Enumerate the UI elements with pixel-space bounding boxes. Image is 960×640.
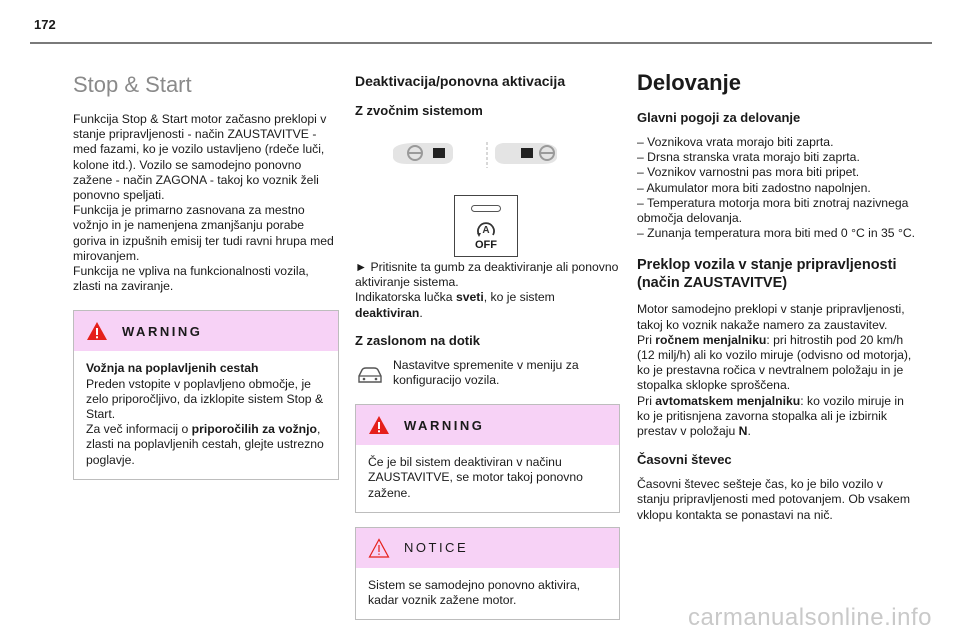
warning-heading: Vožnja na poplavljenih cestah bbox=[86, 361, 259, 376]
intro-paragraph-3: Funkcija ne vpliva na funkcionalnosti vozila, zlasti na zaviranje. bbox=[73, 264, 309, 294]
svg-text:A: A bbox=[482, 225, 490, 236]
column-deactivation bbox=[355, 62, 620, 620]
stop-start-off-button bbox=[454, 195, 518, 257]
warning-text-2: Za več informacij o priporočilih za vožnjo, zlasti na poplavljenih cestah, glejte ustrezno poglavje. bbox=[86, 422, 324, 467]
subheading-time-counter: Časovni števec bbox=[637, 452, 732, 468]
section-title-stop-start: Stop & Start bbox=[73, 72, 192, 97]
section-title-deactivation: Deaktivacija/ponovna aktivacija bbox=[355, 73, 566, 89]
vehicle-settings-icon bbox=[355, 364, 385, 386]
subheading-stop-mode: Preklop vozila v stanje pripravljenosti (način ZAUSTAVITVE) bbox=[637, 257, 897, 292]
notice-icon bbox=[368, 538, 390, 558]
notice-label: NOTICE bbox=[404, 540, 469, 556]
notice-header bbox=[356, 528, 619, 568]
header-rule bbox=[30, 42, 932, 44]
intro-paragraph-2: Funkcija je primarno zasnovana za mestno vožnjo in je namenjena zmanjšanju porabe goriva in izpušnih emisij ter tudi ravni hrupa med mirovanjem. bbox=[73, 203, 334, 263]
list-item: – Drsna stranska vrata morajo biti zaprta. bbox=[637, 150, 860, 165]
subheading-touch-screen: Z zaslonom na dotik bbox=[355, 332, 480, 348]
list-item: – Voznikov varnostni pas mora biti pripet. bbox=[637, 165, 860, 180]
indicator-text: Indikatorska lučka sveti, ko je sistem deaktiviran. bbox=[355, 290, 555, 320]
automatic-gearbox-paragraph: Pri avtomatskem menjalniku: ko vozilo miruje in ko je pritisnjena zavorna stopalka ali je izbirnik prestav v položaju N. bbox=[637, 393, 904, 439]
warning-box-deactivated bbox=[355, 404, 620, 513]
touch-screen-row bbox=[355, 358, 620, 388]
warning-header bbox=[74, 311, 338, 351]
warning-label-2: WARNING bbox=[404, 417, 485, 433]
list-item: – Zunanja temperatura mora biti med 0 °C in 35 °C. bbox=[637, 226, 916, 241]
warning-text-deactivated: Če je bil sistem deaktiviran v načinu ZAUSTAVITVE, se motor takoj ponovno zažene. bbox=[368, 455, 583, 500]
subheading-audio-system: Z zvočnim sistemom bbox=[355, 103, 483, 118]
warning-icon bbox=[86, 321, 108, 341]
warning-text: Preden vstopite v poplavljeno območje, je zelo priporočljivo, da izklopite sistem Stop & Start. bbox=[86, 376, 324, 422]
column-stop-start bbox=[73, 62, 339, 480]
warning-label: WARNING bbox=[122, 323, 203, 339]
time-counter-paragraph: Časovni števec sešteje čas, ko je bilo vozilo v stanju pripravljenosti med potovanjem. Ob vsakem vklopu kontakta se ponastavi na nič. bbox=[637, 477, 910, 522]
warning-box-flooded bbox=[73, 310, 339, 479]
step-press-button: ► Pritisnite ta gumb za deaktiviranje ali ponovno aktiviranje sistema. bbox=[355, 260, 619, 290]
conditions-list bbox=[637, 135, 915, 241]
section-title-operation: Delovanje bbox=[637, 70, 741, 95]
illustration-area bbox=[355, 128, 620, 268]
manual-gearbox-paragraph: Pri ročnem menjalniku: pri hitrostih pod 20 km/h (12 milj/h) ali ko vozilo miruje (odvisno od motorja), ko je prestavna ročica v nevtralnem položaju in je stopalka sklopke sproščena. bbox=[637, 332, 912, 393]
subheading-main-conditions: Glavni pogoji za delovanje bbox=[637, 110, 801, 125]
intro-paragraph: Funkcija Stop & Start motor začasno preklopi v stanje pripravljenosti - način ZAUSTAVITVE - med fazami, ko je vozilo ustavljeno (rdeče luči, kolone itd.). Vozilo se samodejno ponovno zažene - način ZAGONA - takoj ko voznik želi ponovno speljati. bbox=[73, 112, 327, 203]
auto-stop-start-icon bbox=[474, 218, 498, 240]
list-item: – Temperatura motorja mora biti znotraj nazivnega območja delovanja. bbox=[637, 195, 909, 226]
stop-mode-paragraph: Motor samodejno preklopi v stanje pripravljenosti, takoj ko voznik nakaže namero za zaustavitev. bbox=[637, 302, 905, 332]
indicator-light bbox=[471, 205, 501, 212]
touch-screen-text: Nastavitve spremenite v meniju za konfiguracijo vozila. bbox=[393, 357, 579, 388]
page-number: 172 bbox=[34, 17, 56, 32]
watermark: carmanualsonline.info bbox=[688, 604, 932, 631]
dashboard-illustration bbox=[355, 128, 620, 188]
list-item: – Voznikova vrata morajo biti zaprta. bbox=[637, 135, 834, 149]
warning-icon bbox=[368, 415, 390, 435]
column-operation bbox=[637, 62, 915, 523]
warning-header-2 bbox=[356, 405, 619, 445]
notice-box bbox=[355, 527, 620, 620]
list-item: – Akumulator mora biti zadostno napolnjen. bbox=[637, 180, 871, 195]
notice-text: Sistem se samodejno ponovno aktivira, kadar voznik zažene motor. bbox=[368, 577, 581, 608]
button-off-label: OFF bbox=[475, 239, 497, 251]
